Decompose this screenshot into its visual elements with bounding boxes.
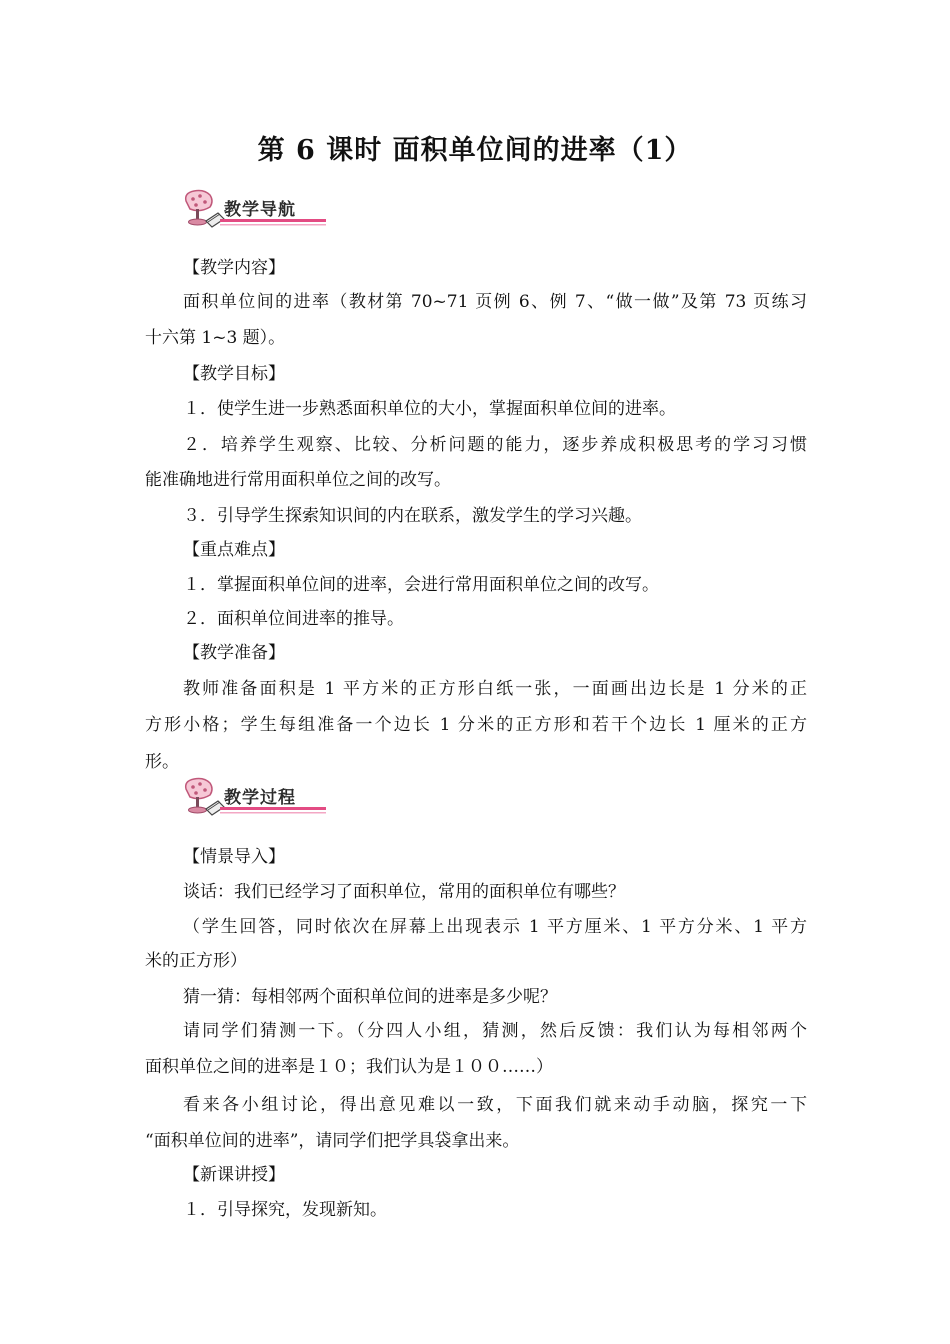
text-line: （学生回答，同时依次在屏幕上出现表示 1 平方厘米、1 平方分米、1 平方	[183, 917, 807, 937]
text-line: 方形小格；学生每组准备一个边长 1 分米的正方形和若干个边长 1 厘米的正方	[145, 715, 807, 735]
text-line: 谈话：我们已经学习了面积单位，常用的面积单位有哪些？	[183, 882, 625, 902]
text-line: １．使学生进一步熟悉面积单位的大小，掌握面积单位间的进率。	[183, 399, 676, 419]
text-line: １．引导探究，发现新知。	[183, 1200, 387, 1220]
text-line: 【新课讲授】	[183, 1165, 285, 1185]
text-line: 【教学内容】	[183, 258, 285, 278]
text-line: “面积单位间的进率”，请同学们把学具袋拿出来。	[145, 1131, 520, 1151]
text-line: 面积单位间的进率（教材第 70~71 页例 6、例 7、“做一做”及第 73 页练习	[183, 292, 807, 312]
page-title: 第 6 课时 面积单位间的进率（1）	[257, 135, 693, 166]
text-line: ２．培养学生观察、比较、分析问题的能力，逐步养成积极思考的学习习惯	[183, 435, 807, 455]
section-banner-teaching-process	[180, 775, 328, 821]
section-banner-teaching-guide	[180, 187, 328, 233]
text-line: 能准确地进行常用面积单位之间的改写。	[145, 470, 451, 490]
banner-label: 教学过程	[224, 788, 296, 808]
text-line: 【教学准备】	[183, 643, 285, 663]
text-line: １．掌握面积单位间的进率，会进行常用面积单位之间的改写。	[183, 575, 659, 595]
text-line: 请同学们猜测一下。（分四人小组，猜测，然后反馈：我们认为每相邻两个	[183, 1021, 807, 1041]
text-line: ３．引导学生探索知识间的内在联系，激发学生的学习兴趣。	[183, 506, 642, 526]
text-line: 【教学目标】	[183, 364, 285, 384]
text-line: 十六第 1~3 题）。	[145, 328, 286, 348]
text-line: 面积单位之间的进率是１０；我们认为是１００……）	[145, 1057, 553, 1077]
text-line: 教师准备面积是 1 平方米的正方形白纸一张，一面画出边长是 1 分米的正	[183, 679, 807, 699]
text-line: 【重点难点】	[183, 540, 285, 560]
text-line: 形。	[145, 752, 179, 772]
text-line: 【情景导入】	[183, 847, 285, 867]
text-line: ２．面积单位间进率的推导。	[183, 609, 404, 629]
text-line: 猜一猜：每相邻两个面积单位间的进率是多少呢？	[183, 987, 557, 1007]
text-line: 看来各小组讨论，得出意见难以一致，下面我们就来动手动脑，探究一下	[183, 1095, 807, 1115]
text-line: 米的正方形）	[145, 951, 247, 971]
banner-label: 教学导航	[224, 200, 296, 220]
